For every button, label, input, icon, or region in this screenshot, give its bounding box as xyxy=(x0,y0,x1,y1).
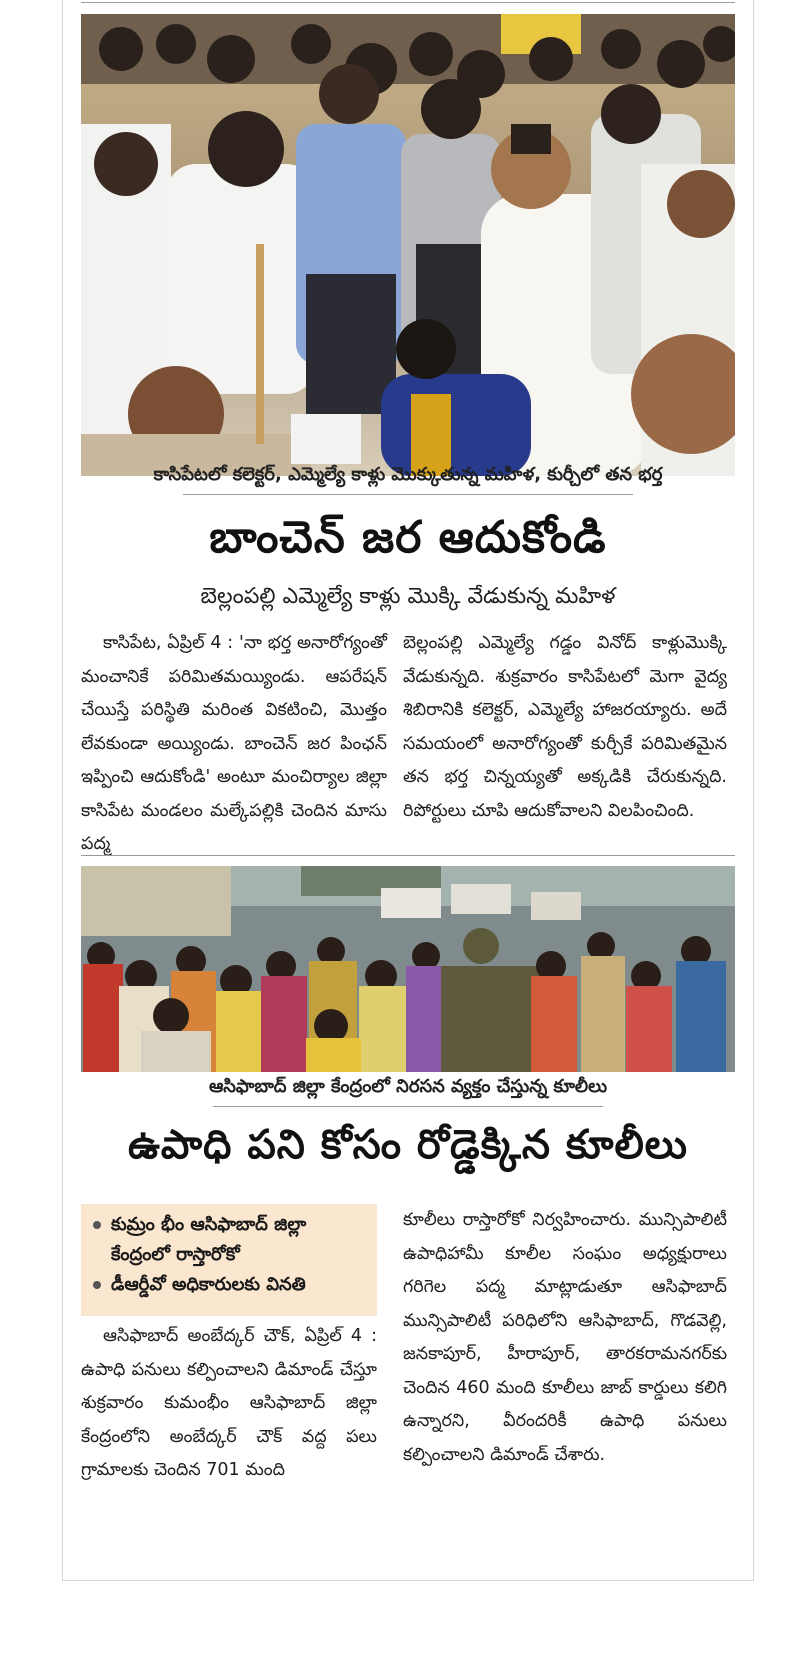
story2-body-column-2 xyxy=(403,1204,727,1472)
story2-paragraph-1: ఆసిఫాబాద్ అంబేద్కర్ చౌక్, ఏప్రిల్ 4 : ఉపాధి పనులు కల్పించాలని డిమాండ్ చేస్తూ శుక్రవారం కుమంభీం ఆసిఫాబాద్ జిల్లా కేంద్రంలోని అంబేద్కర్ చౌక్ వద్ద పలు గ్రామాలకు చెందిన 701 మంది xyxy=(81,1326,377,1480)
highlight-item-1: కుమ్రం భీం ఆసిఫాబాద్ జిల్లా కేంద్రంలో రాస్తారోకో xyxy=(93,1210,363,1270)
story1-body-column-1 xyxy=(81,627,387,862)
caption-rule-2 xyxy=(213,1106,603,1107)
story2-highlights-box xyxy=(81,1204,377,1316)
story2-photo xyxy=(81,866,735,1072)
story1-photo-caption: కాసిపేటలో కలెక్టర్, ఎమ్మెల్యే కాళ్లు మొక్కుతున్న మహిళ, కుర్చీలో తన భర్త xyxy=(153,464,663,485)
story1-headline: బాంచెన్ జర ఆదుకోండి xyxy=(209,512,607,563)
story1-photo xyxy=(81,14,735,476)
section-rule xyxy=(81,855,735,856)
story2-photo-caption: ఆసిఫాబాద్ జిల్లా కేంద్రంలో నిరసన వ్యక్తం చేస్తున్న కూలీలు xyxy=(208,1076,608,1097)
story1-body-column-2 xyxy=(403,627,727,828)
bullet-icon xyxy=(93,1221,101,1229)
top-rule xyxy=(81,2,735,3)
story1-paragraph-2: బెల్లంపల్లి ఎమ్మెల్యే గడ్డం వినోద్ కాళ్లుమొక్కి వేడుకున్నది. శుక్రవారం కాసిపేటలో మెగా వైద్య శిబిరానికి కలెక్టర్, ఎమ్మెల్యే హాజరయ్యారు. అదే సమయంలో అనారోగ్యంతో కుర్చీకే పరిమితమైన తన భర్త చిన్నయ్యతో అక్కడికి చేరుకున్నది. రిపోర్టులు చూపి ఆదుకోవాలని విలపించింది. xyxy=(403,633,727,821)
story1-paragraph-1: కాసిపేట, ఏప్రిల్ 4 : 'నా భర్త అనారోగ్యంతో మంచానికే పరిమితమయ్యిండు. ఆపరేషన్ చేయిస్తే పరిస్థితి మరింత వికటించి, మొత్తం లేవకుండా అయ్యిండు. బాంచెన్ జర పింఛన్ ఇప్పించి ఆదుకోండి' అంటూ మంచిర్యాల జిల్లా కాసిపేట మండలం మల్కేపల్లికి చెందిన మాసు పద్మ xyxy=(81,633,387,854)
newspaper-clipping xyxy=(62,0,754,1581)
caption-rule xyxy=(183,494,633,495)
story2-body-column-1 xyxy=(81,1320,377,1488)
story1-subheadline: బెల్లంపల్లి ఎమ్మెల్యే కాళ్లు మొక్కి వేడుకున్న మహిళ xyxy=(200,584,616,609)
highlight-item-2: డీఆర్డీవో అధికారులకు వినతి xyxy=(93,1270,363,1300)
story2-headline: ఉపాధి పని కోసం రోడ్డెక్కిన కూలీలు xyxy=(128,1122,688,1168)
bullet-icon xyxy=(93,1281,101,1289)
story2-paragraph-2: కూలీలు రాస్తారోకో నిర్వహించారు. మున్సిపాలిటీ ఉపాధిహామీ కూలీల సంఘం అధ్యక్షురాలు గరిగెల పద్మ మాట్లాడుతూ ఆసిఫాబాద్ మున్సిపాలిటీ పరిధిలోని ఆసిఫాబాద్, గొడవెల్లి, జనకాపూర్, హీరాపూర్, తారకరామనగర్‌కు చెందిన 460 మంది కూలీలు జాబ్ కార్డులు కలిగి ఉన్నారని, వీరందరికీ ఉపాధి పనులు కల్పించాలని డిమాండ్ చేశారు. xyxy=(403,1210,727,1465)
